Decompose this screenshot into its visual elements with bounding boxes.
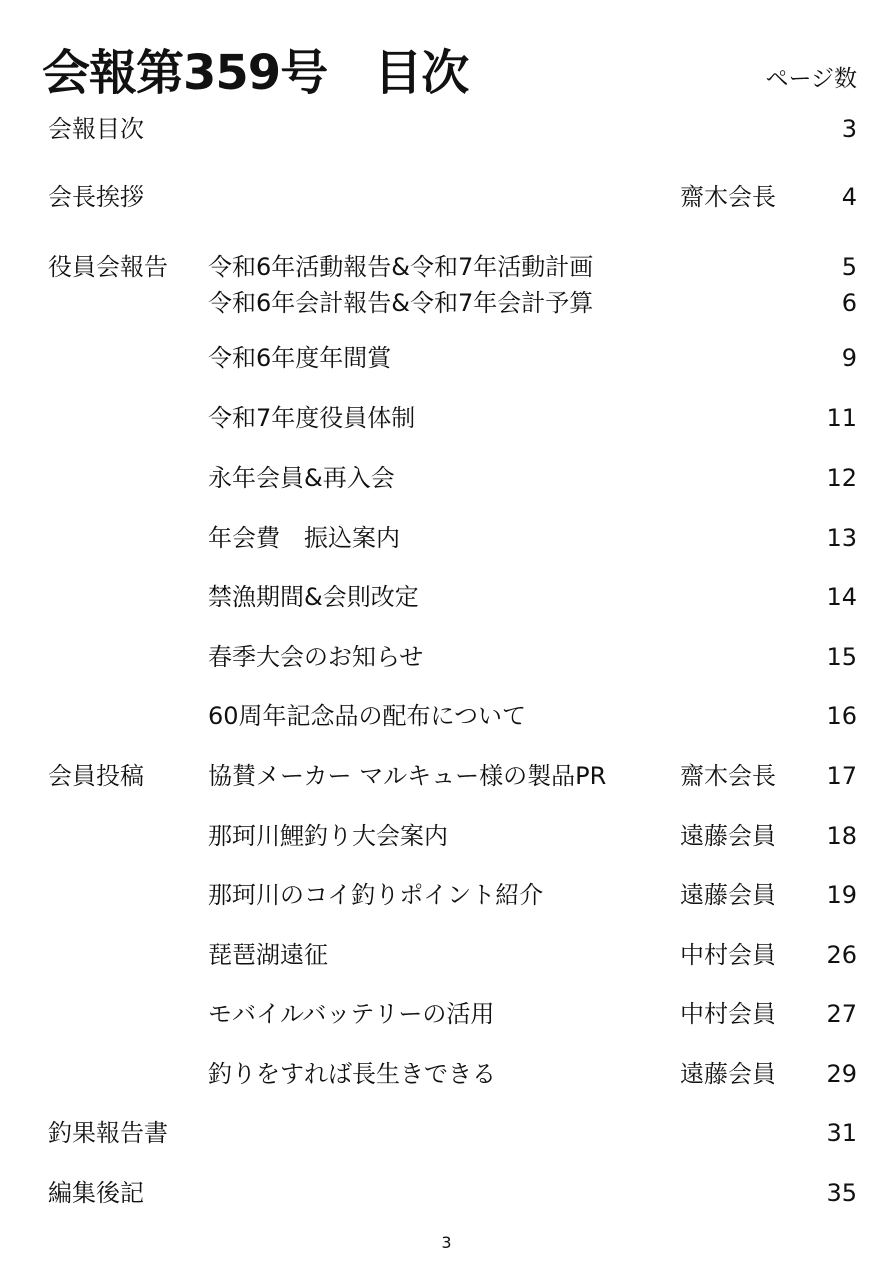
toc-item: 琵琶湖遠征	[208, 941, 328, 969]
toc-item: 令和7年度役員体制	[208, 404, 416, 432]
toc-row	[0, 816, 893, 856]
page-title: 会報第359号 目次	[42, 45, 469, 101]
toc-item: 永年会員&再入会	[208, 464, 395, 492]
toc-row	[0, 247, 893, 287]
toc-page-number: 13	[826, 524, 857, 552]
toc-row	[0, 1173, 893, 1213]
toc-page-number: 16	[826, 702, 857, 730]
toc-item: 那珂川鯉釣り大会案内	[208, 822, 448, 850]
toc-row	[0, 177, 893, 217]
toc-page-number: 19	[826, 881, 857, 909]
toc-category: 釣果報告書	[48, 1119, 168, 1147]
toc-item: 那珂川のコイ釣りポイント紹介	[208, 881, 544, 909]
toc-item: 令和6年会計報告&令和7年会計予算	[208, 289, 594, 317]
toc-author: 中村会員	[680, 941, 776, 969]
toc-page-number: 14	[826, 583, 857, 611]
toc-row	[0, 875, 893, 915]
toc-item: 令和6年度年間賞	[208, 344, 392, 372]
toc-page-number: 26	[826, 941, 857, 969]
toc-row	[0, 283, 893, 323]
toc-page-number: 29	[826, 1060, 857, 1088]
toc-page-number: 35	[826, 1179, 857, 1207]
toc-author: 齋木会長	[680, 183, 776, 211]
toc-row	[0, 518, 893, 558]
toc-row	[0, 1054, 893, 1094]
toc-item: 令和6年活動報告&令和7年活動計画	[208, 253, 594, 281]
toc-row	[0, 109, 893, 149]
toc-item: モバイルバッテリーの活用	[208, 1000, 495, 1028]
page-column-header: ページ数	[765, 66, 857, 92]
toc-page-number: 12	[826, 464, 857, 492]
toc-item: 釣りをすれば長生きできる	[208, 1060, 496, 1088]
toc-row	[0, 398, 893, 438]
toc-row	[0, 1113, 893, 1153]
toc-row	[0, 696, 893, 736]
toc-category: 会報目次	[48, 115, 144, 143]
toc-row	[0, 637, 893, 677]
toc-page-number: 6	[841, 289, 857, 317]
toc-page-number: 18	[826, 822, 857, 850]
toc-author: 遠藤会員	[680, 881, 776, 909]
toc-row	[0, 338, 893, 378]
toc-row	[0, 994, 893, 1034]
toc-item: 春季大会のお知らせ	[208, 643, 424, 671]
toc-page-number: 5	[841, 253, 857, 281]
toc-page-number: 9	[841, 344, 857, 372]
toc-page-number: 4	[841, 183, 857, 211]
toc-item: 60周年記念品の配布について	[208, 702, 527, 730]
toc-category: 会員投稿	[48, 762, 144, 790]
toc-category: 編集後記	[48, 1179, 144, 1207]
toc-page-number: 31	[826, 1119, 857, 1147]
toc-author: 遠藤会員	[680, 822, 776, 850]
footer-page-number: 3	[441, 1233, 452, 1252]
toc-page-number: 27	[826, 1000, 857, 1028]
toc-author: 遠藤会員	[680, 1060, 776, 1088]
toc-category: 役員会報告	[48, 253, 168, 281]
toc-author: 齋木会長	[680, 762, 776, 790]
toc-category: 会長挨拶	[48, 183, 144, 211]
toc-page-number: 17	[826, 762, 857, 790]
toc-row	[0, 458, 893, 498]
toc-page-number: 11	[826, 404, 857, 432]
toc-row	[0, 756, 893, 796]
toc-item: 禁漁期間&会則改定	[208, 583, 419, 611]
toc-page-number: 15	[826, 643, 857, 671]
toc-author: 中村会員	[680, 1000, 776, 1028]
toc-row	[0, 935, 893, 975]
toc-page-number: 3	[841, 115, 857, 143]
toc-item: 協賛メーカー マルキュー様の製品PR	[208, 762, 607, 790]
toc-item: 年会費 振込案内	[208, 524, 400, 552]
toc-row	[0, 577, 893, 617]
